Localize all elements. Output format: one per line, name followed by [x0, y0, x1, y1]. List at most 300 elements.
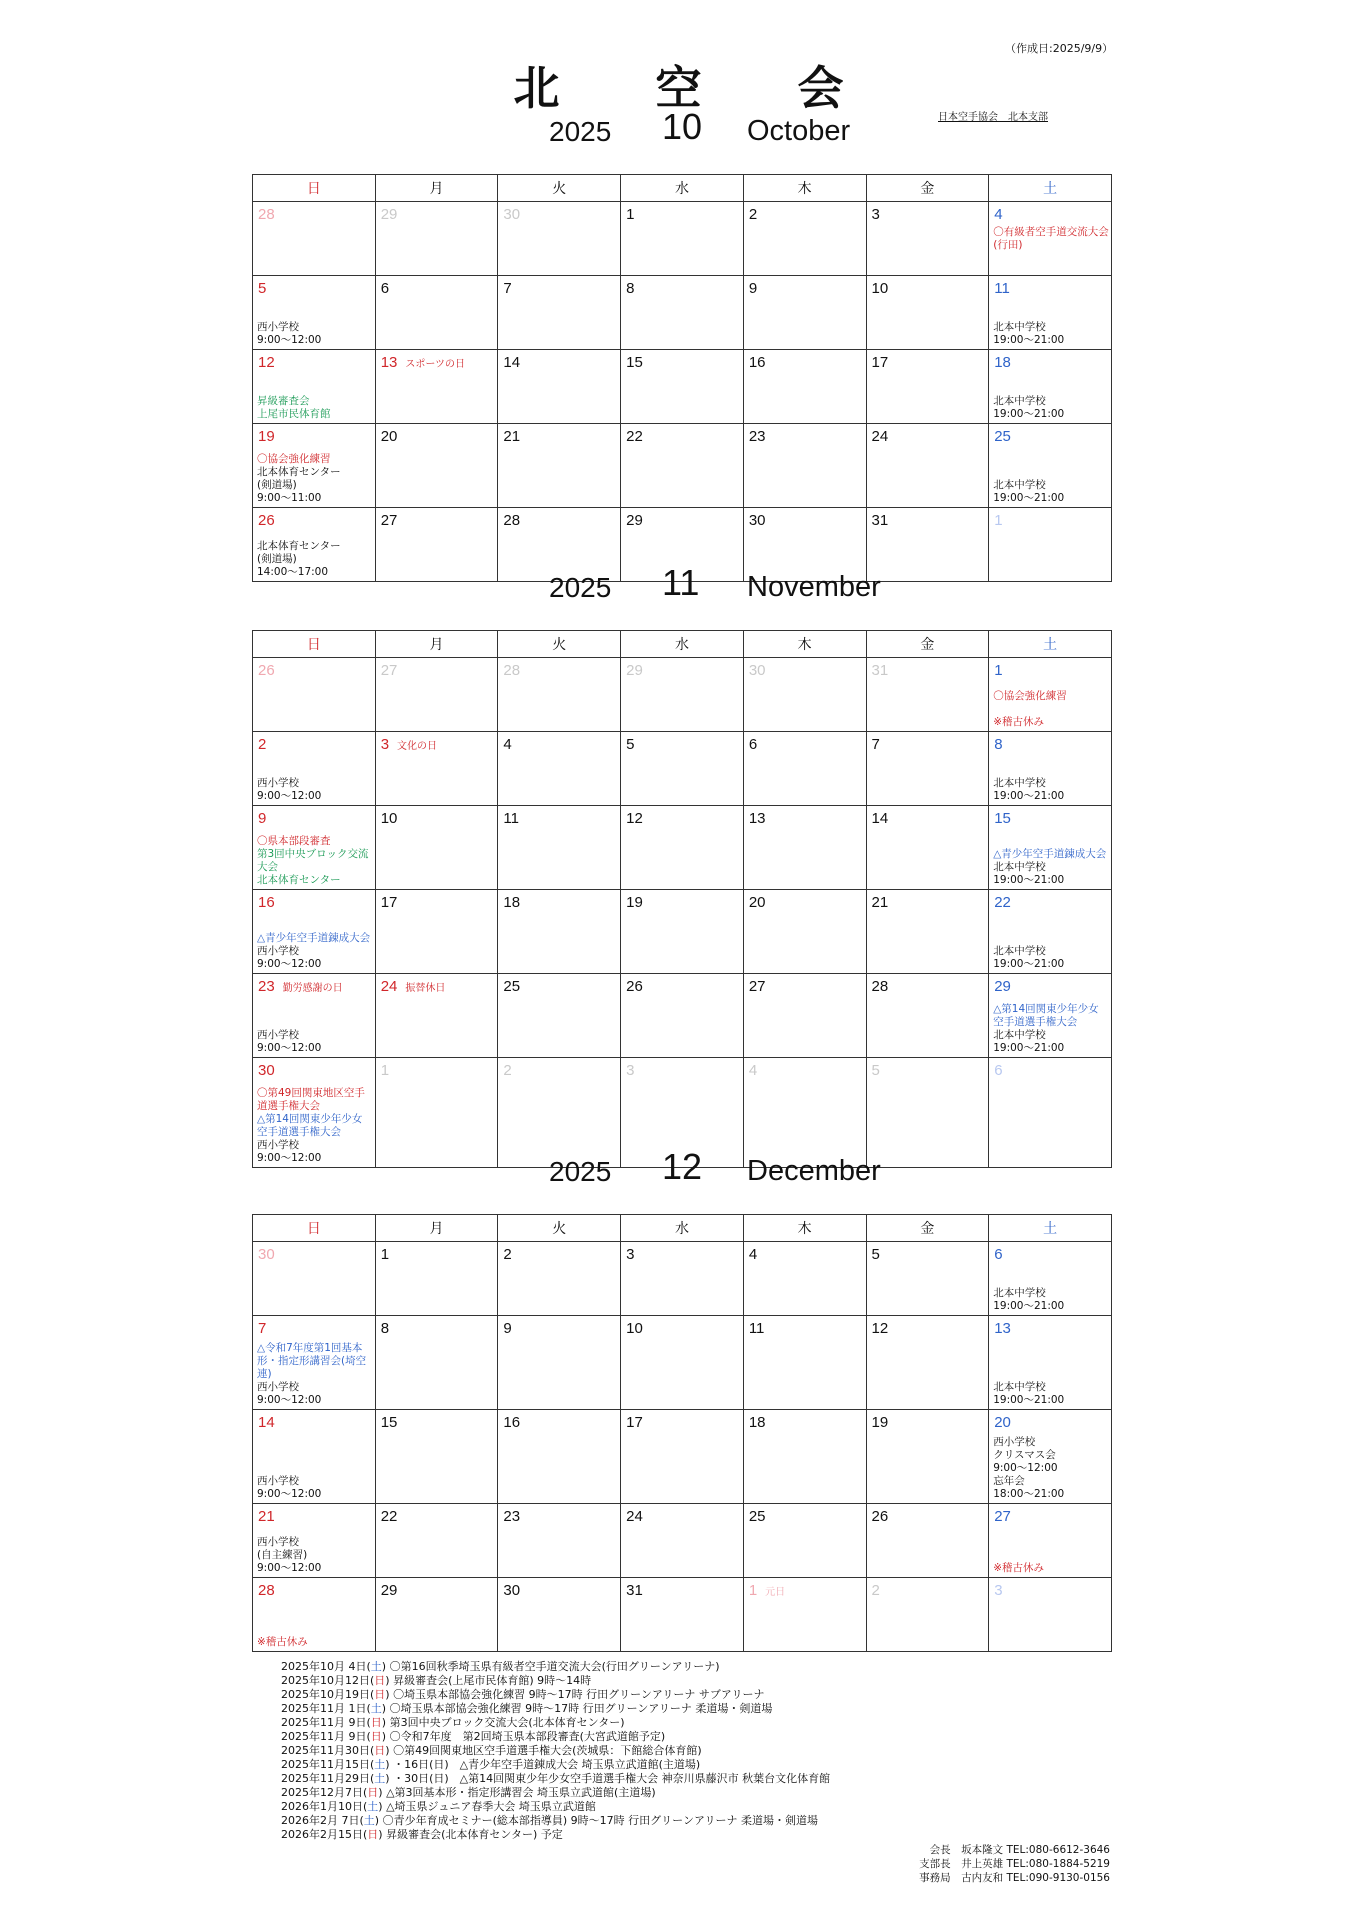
day-number [989, 1242, 1111, 1263]
day-number [376, 1504, 498, 1525]
day-number-text: 28 [503, 512, 521, 529]
month-calendar [252, 630, 1112, 1168]
event-note: 14:00～17:00 [257, 566, 329, 578]
day-number-text: 30 [503, 206, 521, 223]
day-cell [743, 1316, 866, 1410]
schedule-date: 2025年11月 1日 [281, 1702, 367, 1715]
day-cell [253, 806, 376, 890]
day-number-text: 1 [994, 662, 1003, 679]
day-cell [498, 1242, 621, 1316]
day-number-text: 2 [503, 1246, 512, 1263]
day-number [744, 202, 866, 223]
day-number-text: 15 [626, 354, 643, 371]
day-number-text: 1 [626, 206, 635, 223]
day-number-text: 1 [380, 1062, 390, 1079]
day-cell [375, 890, 498, 974]
day-number [744, 1504, 866, 1525]
day-number [376, 424, 498, 445]
day-number-text: 14 [503, 354, 521, 371]
weekday-header: 火 [498, 631, 621, 658]
weekday-header: 水 [621, 175, 744, 202]
event-note: 上尾市民体育館 [257, 408, 331, 420]
day-number-text: 9 [258, 810, 267, 827]
day-cell [253, 276, 376, 350]
day-number-text: 23 [748, 428, 766, 445]
event-note: ※稽古休み [993, 716, 1045, 728]
day-number [376, 276, 498, 297]
day-cell [743, 424, 866, 508]
day-number-text: 9 [503, 1320, 512, 1337]
day-number [376, 806, 498, 827]
day-number-text: 1 [380, 1246, 390, 1263]
day-number-text: 23 [258, 978, 275, 995]
day-number-text: 1 [994, 512, 1003, 529]
day-number [989, 1316, 1111, 1337]
day-notes [257, 777, 373, 803]
day-number [498, 890, 620, 911]
day-number-text: 26 [258, 512, 275, 529]
day-notes [257, 453, 373, 505]
event-note: 〇県本部段審査 [257, 835, 331, 847]
day-number-text: 28 [503, 662, 521, 679]
event-note: 北本中学校 [993, 395, 1046, 407]
day-number [867, 1316, 989, 1337]
schedule-date: 2025年11月29日 [281, 1772, 370, 1785]
day-number [744, 508, 866, 529]
day-notes [257, 395, 373, 421]
day-number-text: 23 [503, 1508, 521, 1525]
event-note: 9:00～12:00 [257, 1152, 322, 1164]
day-number [989, 974, 1111, 995]
schedule-weekday: 土 [363, 1814, 375, 1827]
day-number-text: 27 [380, 512, 398, 529]
day-number-text: 27 [380, 662, 398, 679]
month-year: 2025 [549, 1156, 612, 1187]
day-number-text: 7 [503, 280, 512, 297]
event-note: 北本中学校 [993, 1287, 1046, 1299]
event-note: 第3回中央ブロック交流大会 [257, 848, 369, 873]
day-number [744, 732, 866, 753]
day-number [744, 658, 866, 679]
day-number-text: 6 [994, 1246, 1003, 1263]
event-note: 9:00～12:00 [257, 790, 322, 802]
day-number-text: 15 [380, 1414, 398, 1431]
event-note: 西小学校 [257, 777, 299, 789]
contact-line: 事務局 古内友和 TEL:090-9130-0156 [919, 1872, 1110, 1884]
day-number-text: 14 [871, 810, 889, 827]
day-number-text: 29 [994, 978, 1011, 995]
day-number [867, 508, 989, 529]
day-number [621, 276, 743, 297]
day-number [989, 732, 1111, 753]
day-number [867, 202, 989, 223]
day-cell [989, 806, 1112, 890]
weekday-header: 土 [989, 1215, 1112, 1242]
event-note: (剣道場) [257, 553, 297, 565]
day-number [253, 1058, 375, 1079]
day-cell [743, 350, 866, 424]
day-number [744, 890, 866, 911]
day-cell [866, 1316, 989, 1410]
day-notes [257, 932, 373, 971]
week-row [253, 202, 1112, 276]
event-note: 〇第49回関東地区空手道選手権大会 [257, 1087, 365, 1112]
schedule-item: 2025年10月19日(日) 〇埼玉県本部協会強化練習 9時～17時 行田グリーンアリーナ サブアリーナ [281, 1688, 765, 1701]
day-cell [621, 1504, 744, 1578]
day-notes [993, 226, 1109, 252]
schedule-item: 2026年2月 7日(土) 〇青少年育成セミナー(総本部指導員) 9時～17時 行田グリーンアリーナ 柔道場・剣道場 [281, 1814, 818, 1827]
event-note: 19:00～21:00 [993, 790, 1065, 802]
day-number [989, 350, 1111, 371]
day-cell [743, 276, 866, 350]
day-number-text: 22 [994, 894, 1011, 911]
event-note: 西小学校 [257, 1029, 299, 1041]
day-number [867, 1058, 989, 1079]
day-number [253, 1316, 375, 1337]
day-cell [621, 276, 744, 350]
month-number: 10 [662, 106, 703, 147]
event-note: 9:00～12:00 [257, 1042, 322, 1054]
schedule-weekday: 日 [374, 1674, 386, 1687]
day-number-text: 11 [994, 280, 1010, 297]
day-number-text: 22 [626, 428, 643, 445]
day-number [867, 1504, 989, 1525]
day-number [498, 350, 620, 371]
schedule-item: 2025年12月7日(日) △第3回基本形・指定形講習会 埼玉県立武道館(主道場) [281, 1786, 656, 1799]
day-number-text: 30 [748, 512, 766, 529]
day-number-text: 6 [380, 280, 390, 297]
weekday-header: 金 [866, 1215, 989, 1242]
day-number-text: 1 [748, 1582, 758, 1599]
day-number [498, 508, 620, 529]
day-cell [621, 974, 744, 1058]
schedule-text: ・16日(日) △青少年空手道錬成大会 埼玉県立武道館(主道場) [393, 1758, 701, 1771]
week-row [253, 732, 1112, 806]
weekday-header: 金 [866, 175, 989, 202]
event-note: 9:00～12:00 [257, 958, 322, 970]
week-row [253, 350, 1112, 424]
weekday-header: 水 [621, 631, 744, 658]
weekday-header: 月 [375, 1215, 498, 1242]
day-cell [866, 424, 989, 508]
day-number [867, 1578, 989, 1599]
day-number-text: 12 [258, 354, 275, 371]
day-cell [253, 732, 376, 806]
event-note: 19:00～21:00 [993, 1394, 1065, 1406]
day-number [376, 1058, 498, 1079]
day-cell [253, 658, 376, 732]
day-number-text: 28 [258, 1582, 275, 1599]
holiday-label: 元日 [765, 1587, 786, 1598]
event-note: △第14回関東少年少女空手道選手権大会 [257, 1113, 363, 1138]
event-note: 西小学校 [257, 1536, 299, 1548]
schedule-item: 2025年11月 9日(日) 第3回中央ブロック交流大会(北本体育センター) [281, 1716, 625, 1729]
day-cell [866, 276, 989, 350]
day-cell [866, 1242, 989, 1316]
day-cell [375, 806, 498, 890]
day-number [989, 1504, 1111, 1525]
event-note: 19:00～21:00 [993, 1042, 1065, 1054]
page-title: 北 空 会 [513, 61, 884, 115]
day-cell [498, 658, 621, 732]
schedule-text: 〇第49回関東地区空手道選手権大会(茨城県：下館総合体育館) [393, 1744, 702, 1757]
schedule-date: 2026年2月 7日 [281, 1814, 360, 1827]
day-number [621, 658, 743, 679]
day-number [867, 424, 989, 445]
event-note [993, 703, 1109, 716]
day-number-text: 2 [748, 206, 758, 223]
day-number-text: 26 [258, 662, 275, 679]
day-cell [253, 1578, 376, 1652]
day-cell [253, 350, 376, 424]
day-number-text: 24 [871, 428, 889, 445]
day-cell [866, 732, 989, 806]
event-note: 〇協会強化練習 [257, 453, 331, 465]
day-number-text: 18 [503, 894, 521, 911]
day-cell [989, 732, 1112, 806]
day-notes [257, 1475, 373, 1501]
day-number-text: 9 [748, 280, 758, 297]
day-number [744, 1058, 866, 1079]
day-number-text: 24 [380, 978, 398, 995]
day-cell [375, 350, 498, 424]
schedule-weekday: 土 [374, 1772, 386, 1785]
event-note: 西小学校 [257, 1475, 299, 1487]
day-number-text: 20 [994, 1414, 1011, 1431]
day-number-text: 12 [871, 1320, 889, 1337]
day-number-text: 4 [503, 736, 512, 753]
schedule-text: 〇青少年育成セミナー(総本部指導員) 9時～17時 行田グリーンアリーナ 柔道場・剣道場 [382, 1814, 818, 1827]
day-number [498, 1504, 620, 1525]
weekday-header: 木 [743, 1215, 866, 1242]
day-number [867, 1410, 989, 1431]
day-number-text: 17 [626, 1414, 643, 1431]
day-cell [253, 202, 376, 276]
day-number [376, 658, 498, 679]
day-number-text: 31 [626, 1582, 643, 1599]
day-number-text: 6 [748, 736, 758, 753]
month-year: 2025 [549, 572, 612, 603]
day-cell [743, 1504, 866, 1578]
day-cell [375, 424, 498, 508]
day-number [989, 1410, 1111, 1431]
day-number-text: 14 [258, 1414, 275, 1431]
day-number-text: 29 [626, 662, 643, 679]
weekday-header: 日 [253, 1215, 376, 1242]
day-number-text: 28 [258, 206, 275, 223]
day-cell [375, 1410, 498, 1504]
month-heading [252, 564, 1112, 604]
day-number-text: 29 [380, 1582, 398, 1599]
day-cell [253, 1316, 376, 1410]
day-number [253, 732, 375, 753]
day-cell [621, 1578, 744, 1652]
schedule-item: 2025年10月 4日(土) 〇第16回秋季埼玉県有級者空手道交流大会(行田グリーンアリーナ) [281, 1660, 720, 1673]
schedule-date: 2025年11月 9日 [281, 1730, 367, 1743]
day-number [744, 974, 866, 995]
event-note: △令和7年度第1回基本形・指定形講習会(埼空連) [257, 1342, 367, 1380]
day-number [376, 1316, 498, 1337]
day-number [498, 1410, 620, 1431]
day-number-text: 19 [871, 1414, 889, 1431]
day-number [253, 658, 375, 679]
event-note: 北本中学校 [993, 777, 1046, 789]
day-number-text: 13 [748, 810, 766, 827]
schedule-text: △埼玉県ジュニア春季大会 埼玉県立武道館 [386, 1800, 596, 1813]
day-number-text: 2 [503, 1062, 512, 1079]
day-number [867, 1242, 989, 1263]
event-note: 昇級審査会 [257, 395, 310, 407]
schedule-text: 〇埼玉県本部協会強化練習 9時～17時 行田グリーンアリーナ 柔道場・剣道場 [389, 1702, 773, 1715]
schedule-weekday: 日 [370, 1716, 382, 1729]
day-number [621, 424, 743, 445]
event-note: 9:00～12:00 [257, 1488, 322, 1500]
day-number [621, 202, 743, 223]
event-note: 西小学校 [993, 1436, 1036, 1448]
day-number [253, 1504, 375, 1525]
day-notes [993, 690, 1109, 729]
day-cell [621, 202, 744, 276]
day-cell [743, 1410, 866, 1504]
day-number-text: 24 [626, 1508, 643, 1525]
event-note: 北本体育センター [257, 540, 341, 552]
day-number-text: 31 [871, 662, 889, 679]
day-notes [993, 848, 1109, 887]
day-cell [621, 732, 744, 806]
day-notes [993, 321, 1109, 347]
day-number-text: 25 [994, 428, 1011, 445]
day-number-text: 16 [258, 894, 275, 911]
day-number-text: 17 [871, 354, 889, 371]
day-notes [993, 395, 1109, 421]
weekday-header: 火 [498, 1215, 621, 1242]
event-note: 北本中学校 [993, 321, 1046, 333]
event-note: 9:00～12:00 [257, 1562, 322, 1574]
day-number [989, 276, 1111, 297]
day-cell [621, 806, 744, 890]
day-number-text: 3 [626, 1246, 635, 1263]
day-number [867, 974, 989, 995]
day-number [867, 890, 989, 911]
day-cell [253, 1504, 376, 1578]
schedule-item: 2025年10月12日(日) 昇級審査会(上尾市民体育館) 9時～14時 [281, 1674, 592, 1687]
weekday-header: 金 [866, 631, 989, 658]
week-row [253, 890, 1112, 974]
created-date: （作成日:2025/9/9） [1005, 42, 1114, 55]
day-notes [993, 1436, 1109, 1501]
day-number-text: 10 [380, 810, 398, 827]
day-number [498, 1578, 620, 1599]
event-note: △青少年空手道錬成大会 [993, 848, 1107, 860]
day-number-text: 25 [503, 978, 521, 995]
event-note: 19:00～21:00 [993, 334, 1065, 346]
day-number-text: 7 [871, 736, 880, 753]
day-notes [993, 1287, 1109, 1313]
event-note: 西小学校 [257, 945, 299, 957]
event-note: 忘年会 [993, 1475, 1025, 1487]
day-number-text: 6 [994, 1062, 1003, 1079]
day-number [253, 424, 375, 445]
day-number [989, 890, 1111, 911]
week-row [253, 1578, 1112, 1652]
weekday-header: 月 [375, 631, 498, 658]
day-number-text: 29 [380, 206, 398, 223]
day-number [621, 1410, 743, 1431]
month-number: 11 [662, 562, 700, 603]
schedule-date: 2025年12月7日 [281, 1786, 363, 1799]
day-notes [257, 1342, 373, 1407]
contact-list [919, 1843, 1110, 1885]
day-cell [743, 1578, 866, 1652]
month-name: November [747, 571, 881, 603]
day-cell [743, 658, 866, 732]
day-cell [375, 1316, 498, 1410]
day-number-text: 4 [748, 1246, 758, 1263]
day-cell [253, 890, 376, 974]
day-notes [257, 835, 373, 887]
day-number-text: 4 [994, 206, 1003, 223]
month-year: 2025 [549, 116, 612, 147]
day-cell [743, 806, 866, 890]
day-cell [989, 1578, 1112, 1652]
day-cell [989, 276, 1112, 350]
schedule-text: 第3回中央ブロック交流大会(北本体育センター) [389, 1716, 625, 1729]
day-number [621, 508, 743, 529]
day-number [498, 1242, 620, 1263]
weekday-header: 水 [621, 1215, 744, 1242]
event-note: クリスマス会 [993, 1449, 1056, 1461]
day-number-text: 28 [871, 978, 889, 995]
day-number-text: 30 [503, 1582, 521, 1599]
weekday-header: 月 [375, 175, 498, 202]
day-cell [375, 202, 498, 276]
schedule-date: 2025年11月30日 [281, 1744, 370, 1757]
day-number-text: 5 [258, 280, 267, 297]
day-number-text: 12 [626, 810, 643, 827]
day-cell [253, 974, 376, 1058]
day-number [621, 974, 743, 995]
day-notes [993, 479, 1109, 505]
day-number-text: 27 [994, 1508, 1011, 1525]
weekday-header: 日 [253, 631, 376, 658]
weekday-header: 土 [989, 631, 1112, 658]
day-number-text: 20 [380, 428, 398, 445]
day-cell [621, 1242, 744, 1316]
schedule-item: 2025年11月15日(土) ・16日(日) △青少年空手道錬成大会 埼玉県立武道館(主道場) [281, 1758, 701, 1771]
day-number [376, 508, 498, 529]
day-number [867, 350, 989, 371]
event-note: 19:00～21:00 [993, 408, 1065, 420]
day-number [989, 1058, 1111, 1079]
day-number-text: 30 [258, 1246, 275, 1263]
schedule-weekday: 日 [374, 1688, 386, 1701]
day-cell [498, 1316, 621, 1410]
day-number [621, 732, 743, 753]
day-number-text: 2 [258, 736, 267, 753]
day-cell [989, 202, 1112, 276]
day-cell [498, 1504, 621, 1578]
month-heading [252, 1148, 1112, 1188]
day-number [989, 1578, 1111, 1599]
event-note: 北本中学校 [993, 479, 1046, 491]
schedule-weekday: 日 [374, 1744, 386, 1757]
day-number [253, 508, 375, 529]
holiday-label: スポーツの日 [405, 359, 465, 370]
day-cell [621, 1410, 744, 1504]
day-notes [993, 777, 1109, 803]
day-number [989, 806, 1111, 827]
day-cell [621, 424, 744, 508]
